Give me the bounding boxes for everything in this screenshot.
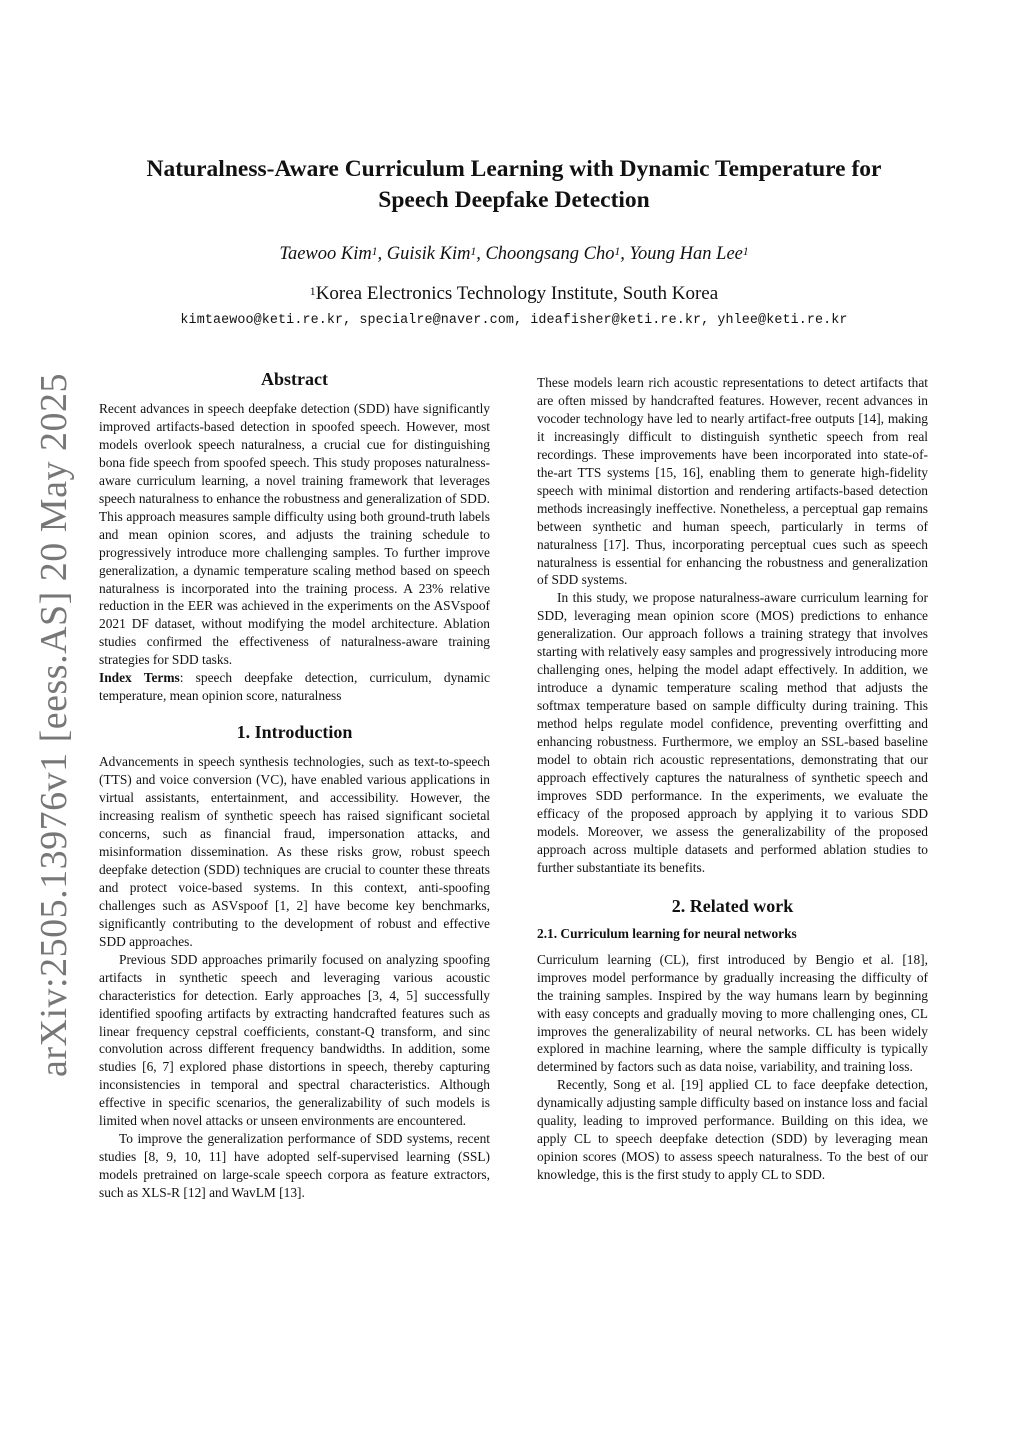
title-block	[100, 154, 928, 330]
paper-title	[100, 154, 928, 216]
curriculum-learning-subheading: 2.1. Curriculum learning for neural networks	[537, 925, 797, 941]
intro-paragraph: In this study, we propose naturalness-aware curriculum learning for SDD, leveraging mean opinion score (MOS) predictions to enhance generalization. Our approach follows a training strategy that involves starting with relatively easy samples and progressively introducing more challenging ones, helping the model adapt effectively. In addition, we introduce a dynamic temperature scaling method that adjusts the softmax temperature based on sample difficulty during training. This method helps regulate model confidence, preventing overfitting and enhancing robustness. Furthermore, we employ an SSL-based baseline model to obtain rich acoustic representations, demonstrating that our approach effectively captures the naturalness of synthetic speech and improves SDD performance. In the experiments, we evaluate the efficacy of the proposed approach by applying it to various SDD models. Moreover, we assess the generalizability of the proposed approach across multiple datasets and performed ablation studies to further substantiate its benefits.	[537, 590, 928, 875]
abstract-text: Recent advances in speech deepfake detection (SDD) have significantly improved artifacts-based detection in spoofed speech. However, most models overlook speech naturalness, a crucial cue for distinguishing bona fide speech from spoofed speech. This study proposes naturalness-aware curriculum learning, a novel training framework that leverages speech naturalness to enhance the robustness and generalization of SDD. This approach measures sample difficulty using both ground-truth labels and mean opinion scores, and adjusts the training schedule to progressively introduce more challenging samples. To further improve generalization, a dynamic temperature scaling method based on speech naturalness is incorporated into the training process. A 23% relative reduction in the EER was achieved in the experiments on the ASVspoof 2021 DF dataset, without modifying the model architecture. Ablation studies confirmed the effectiveness of naturalness-aware training strategies for SDD tasks.	[99, 401, 490, 668]
intro-paragraph-continued: These models learn rich acoustic representations to detect artifacts that are often missed by handcrafted features. However, recent advances in vocoder technology have led to nearly artifact-free outputs [14], making it increasingly difficult to distinguish synthetic speech from real recordings. These improvements have been incorporated into state-of-the-art TTS systems [15, 16], enabling them to generate high-fidelity speech with minimal distortion and rendering artifacts-based detection methods increasingly ineffective. Nonetheless, a perceptual gap remains between synthetic and human speech, particularly in terms of naturalness [17]. Thus, incorporating perceptual cues such as speech naturalness is essential for enhancing the robustness and generalization of SDD systems.	[537, 375, 928, 588]
author: Choongsang Cho$^1$,	[485, 244, 630, 264]
author: Guisik Kim$^1$,	[386, 244, 486, 264]
arxiv-identifier-stamp: arXiv:2505.13976v1 [eess.AS] 20 May 2025	[33, 373, 75, 1077]
left-column	[99, 368, 490, 1202]
right-column	[537, 374, 928, 1184]
author: Young Han Lee$^1$	[629, 244, 749, 264]
related-work-paragraph: Recently, Song et al. [19] applied CL to face deepfake detection, dynamically adjusting sample difficulty based on instance loss and facial quality, leading to improved performance. Building on this idea, we apply CL to speech deepfake detection (SDD) by leveraging mean opinion scores (MOS) to assess speech naturalness. To the best of our knowledge, this is the first study to apply CL to SDD.	[537, 1077, 928, 1183]
author-list	[100, 242, 928, 266]
paper-title-line-2: Speech Deepfake Detection	[378, 187, 650, 213]
index-terms	[99, 669, 490, 705]
introduction-heading: 1. Introduction	[236, 722, 353, 743]
related-work-paragraph: Curriculum learning (CL), first introduced by Bengio et al. [18], improves model performance by gradually increasing the difficulty of the training samples. Inspired by the way humans learn by beginning with easy concepts and gradually moving to more challenging ones, CL improves the generalizability of neural networks. CL has been widely explored in machine learning, where the sample difficulty is typically determined by factors such as data noise, variability, and training loss.	[537, 951, 928, 1075]
intro-paragraph: Advancements in speech synthesis technologies, such as text-to-speech (TTS) and voice conversion (VC), have enabled various applications in virtual assistants, entertainment, and accessibility. However, the increasing realism of synthetic speech has raised significant societal concerns, such as financial fraud, impersonation attacks, and misinformation dissemination. As these risks grow, robust speech deepfake detection (SDD) techniques are crucial to counter these threats and protect voice-based systems. In this context, anti-spoofing challenges such as ASVspoof [1, 2] have become key benchmarks, significantly contributing to the development of robust and effective SDD approaches.	[99, 754, 490, 949]
index-terms-text: : speech deepfake detection, curriculum, dynamic temperature, mean opinion score, naturalness	[99, 670, 490, 704]
affiliation	[100, 282, 928, 306]
author: Taewoo Kim$^1$,	[279, 244, 387, 264]
index-terms-label: Index Terms	[99, 670, 180, 686]
paper-title-line-1: Naturalness-Aware Curriculum Learning with Dynamic Temperature for	[146, 156, 882, 182]
affiliation-marker: 1	[309, 285, 316, 299]
intro-paragraph: Previous SDD approaches primarily focused on analyzing spoofing artifacts in synthetic speech and leveraging various acoustic characteristics for detection. Early approaches [3, 4, 5] successfully identified spoofing artifacts by extracting handcrafted features such as linear frequency cepstral coefficients, constant-Q transform, and sinc convolution across different frequency bandwidths. In addition, some studies [6, 7] explored phase distortions in speech, thereby capturing inconsistencies in temporal and spectral characteristics. Although effective in specific scenarios, the generalizability of such models is limited when novel attacks or unseen environments are encountered.	[99, 951, 490, 1129]
author-emails: kimtaewoo@keti.re.kr, specialre@naver.com, ideafisher@keti.re.kr, yhlee@keti.re.kr	[180, 313, 848, 328]
related-work-heading: 2. Related work	[671, 895, 794, 916]
intro-paragraph: To improve the generalization performance of SDD systems, recent studies [8, 9, 10, 11] have adopted self-supervised learning (SSL) models pretrained on large-scale speech corpora as feature extractors, such as XLS-R [12] and WavLM [13].	[99, 1131, 490, 1201]
abstract-heading: Abstract	[261, 369, 328, 389]
affiliation-text: Korea Electronics Technology Institute, South Korea	[315, 283, 719, 304]
